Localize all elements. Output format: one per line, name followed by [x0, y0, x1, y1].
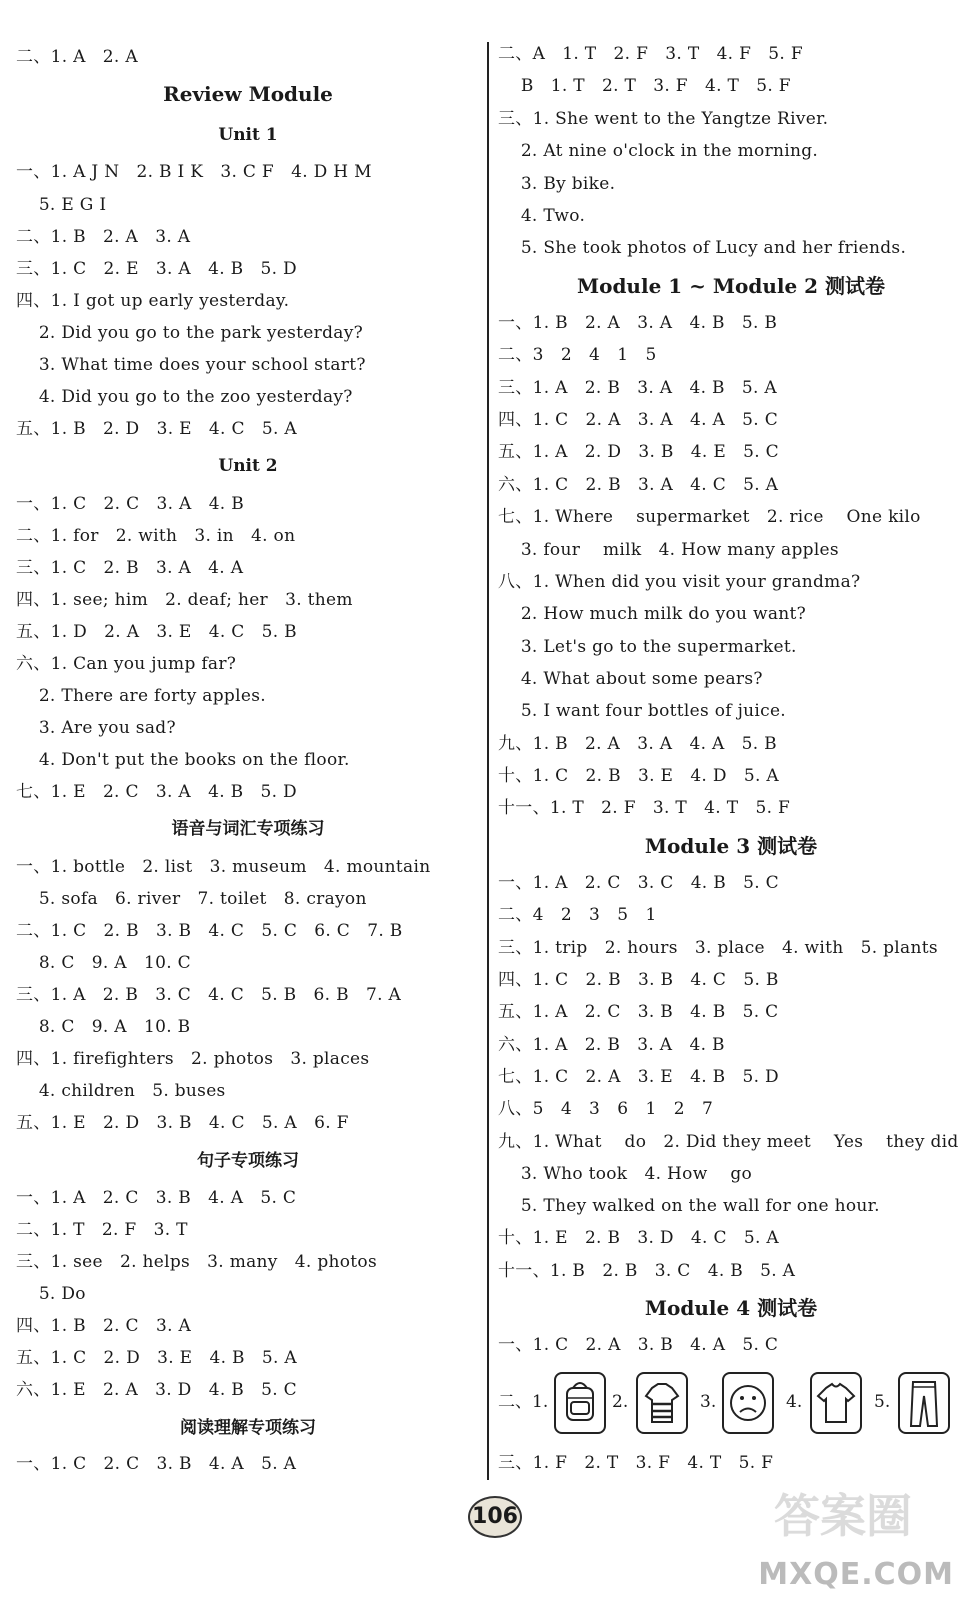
- answer-line: 5. She took photos of Lucy and her friends.: [498, 238, 907, 258]
- answer-line: 3. Let's go to the supermarket.: [498, 637, 797, 657]
- phonics-title: 语音与词汇专项练习: [171, 819, 325, 839]
- answer-line: 二、4 2 3 5 1: [498, 905, 657, 925]
- answer-line: 十一、1. B 2. B 3. C 4. B 5. A: [498, 1261, 796, 1281]
- answer-line: 十、1. E 2. B 3. D 4. C 5. A: [498, 1228, 779, 1248]
- picture-label: 3.: [700, 1392, 717, 1412]
- answer-line: 七、1. Where supermarket 2. rice One kilo: [498, 507, 921, 527]
- answer-line: 一、1. B 2. A 3. A 4. B 5. B: [498, 313, 778, 333]
- answer-line: 一、1. A 2. C 3. C 4. B 5. C: [498, 873, 779, 893]
- unit2-title: Unit 2: [218, 456, 278, 476]
- answer-line: 一、1. C 2. C 3. A 4. B: [16, 494, 245, 514]
- svg-text:答案圈: 答案圈: [774, 1489, 912, 1543]
- module-3-title: Module 3 测试卷: [644, 834, 818, 858]
- answer-line: 三、1. C 2. B 3. A 4. A: [16, 558, 244, 578]
- module-4-title: Module 4 测试卷: [644, 1296, 818, 1320]
- answer-line: 五、1. E 2. D 3. B 4. C 5. A 6. F: [16, 1113, 349, 1133]
- picture-label: 5.: [874, 1392, 891, 1412]
- reading-title: 阅读理解专项练习: [180, 1418, 316, 1438]
- answer-line: 五、1. A 2. C 3. B 4. B 5. C: [498, 1002, 779, 1022]
- answer-line: 5. Do: [16, 1284, 86, 1304]
- answer-line: 九、1. B 2. A 3. A 4. A 5. B: [498, 734, 777, 754]
- answer-line: 4. Did you go to the zoo yesterday?: [16, 387, 353, 407]
- sentence-title: 句子专项练习: [197, 1151, 299, 1171]
- answer-line: 六、1. A 2. B 3. A 4. B: [498, 1035, 725, 1055]
- answer-line: 六、1. C 2. B 3. A 4. C 5. A: [498, 475, 779, 495]
- answer-line: 八、5 4 3 6 1 2 7: [498, 1099, 714, 1119]
- watermark-text: MXQE.COM: [758, 1557, 954, 1592]
- answer-line: 七、1. E 2. C 3. A 4. B 5. D: [16, 782, 297, 802]
- answer-line: 3. Who took 4. How go: [498, 1164, 753, 1184]
- answer-line: 4. children 5. buses: [16, 1081, 226, 1101]
- picture-label: 二、1.: [498, 1392, 549, 1412]
- trousers-icon: [898, 1372, 950, 1434]
- column-divider: [487, 42, 489, 1480]
- backpack-icon: [554, 1372, 606, 1434]
- answer-line: 3. What time does your school start?: [16, 355, 366, 375]
- answer-line: 2. There are forty apples.: [16, 686, 266, 706]
- answer-line: 4. Two.: [498, 206, 586, 226]
- answer-line: 三、1. trip 2. hours 3. place 4. with 5. plants: [498, 938, 938, 958]
- answer-line: 四、1. C 2. A 3. A 4. A 5. C: [498, 410, 779, 430]
- answer-line: 4. What about some pears?: [498, 669, 763, 689]
- answer-line: 二、3 2 4 1 5: [498, 345, 657, 365]
- module-1-2-title: Module 1 ~ Module 2 测试卷: [576, 274, 886, 298]
- answer-line: 三、1. F 2. T 3. F 4. T 5. F: [498, 1453, 774, 1473]
- answer-line: 二、1. A 2. A: [16, 47, 138, 67]
- answer-line: 2. How much milk do you want?: [498, 604, 807, 624]
- answer-line: 二、1. C 2. B 3. B 4. C 5. C 6. C 7. B: [16, 921, 403, 941]
- picture-label: 2.: [612, 1392, 629, 1412]
- answer-line: 一、1. C 2. A 3. B 4. A 5. C: [498, 1335, 779, 1355]
- t-shirt-icon: [810, 1372, 862, 1434]
- answer-line: 四、1. C 2. B 3. B 4. C 5. B: [498, 970, 779, 990]
- answer-line: 一、1. bottle 2. list 3. museum 4. mountain: [16, 857, 431, 877]
- answer-line: 3. four milk 4. How many apples: [498, 540, 839, 560]
- answer-line: 4. Don't put the books on the floor.: [16, 750, 350, 770]
- answer-line: 二、1. for 2. with 3. in 4. on: [16, 526, 296, 546]
- answer-line: 一、1. A J N 2. B I K 3. C F 4. D H M: [16, 162, 372, 182]
- page-number: 106: [468, 1496, 522, 1538]
- answer-line: 5. sofa 6. river 7. toilet 8. crayon: [16, 889, 367, 909]
- answer-line: 四、1. firefighters 2. photos 3. places: [16, 1049, 370, 1069]
- picture-label: 4.: [786, 1392, 803, 1412]
- answer-line: 一、1. A 2. C 3. B 4. A 5. C: [16, 1188, 297, 1208]
- sad-face-icon: [722, 1372, 774, 1434]
- answer-line: 5. E G I: [16, 195, 107, 215]
- answer-line: 三、1. She went to the Yangtze River.: [498, 109, 829, 129]
- answer-line: 四、1. B 2. C 3. A: [16, 1316, 192, 1336]
- striped-shirt-icon: [636, 1372, 688, 1434]
- answer-line: 三、1. C 2. E 3. A 4. B 5. D: [16, 259, 297, 279]
- answer-line: 5. I want four bottles of juice.: [498, 701, 787, 721]
- answer-line: 五、1. B 2. D 3. E 4. C 5. A: [16, 419, 297, 439]
- answer-line: 三、1. see 2. helps 3. many 4. photos: [16, 1252, 377, 1272]
- answer-line: 九、1. What do 2. Did they meet Yes they did: [498, 1132, 959, 1152]
- answer-line: 3. By bike.: [498, 174, 616, 194]
- answer-line: 五、1. D 2. A 3. E 4. C 5. B: [16, 622, 297, 642]
- answer-line: 八、1. When did you visit your grandma?: [498, 572, 861, 592]
- answer-line: B 1. T 2. T 3. F 4. T 5. F: [498, 76, 791, 96]
- answer-line: 十一、1. T 2. F 3. T 4. T 5. F: [498, 798, 791, 818]
- answer-line: 3. Are you sad?: [16, 718, 176, 738]
- answer-line: 三、1. A 2. B 3. A 4. B 5. A: [498, 378, 777, 398]
- answer-line: 8. C 9. A 10. B: [16, 1017, 191, 1037]
- section-title-review: Review Module: [163, 82, 333, 106]
- answer-line: 2. Did you go to the park yesterday?: [16, 323, 364, 343]
- picture-answer-row: [496, 1372, 966, 1434]
- answer-line: 五、1. A 2. D 3. B 4. E 5. C: [498, 442, 779, 462]
- answer-line: 四、1. see; him 2. deaf; her 3. them: [16, 590, 353, 610]
- answer-line: 六、1. E 2. A 3. D 4. B 5. C: [16, 1380, 297, 1400]
- unit1-title: Unit 1: [218, 125, 278, 145]
- answer-line: 5. They walked on the wall for one hour.: [498, 1196, 880, 1216]
- answer-line: 七、1. C 2. A 3. E 4. B 5. D: [498, 1067, 779, 1087]
- answer-line: 8. C 9. A 10. C: [16, 953, 191, 973]
- answer-line: 二、1. B 2. A 3. A: [16, 227, 191, 247]
- watermark-logo-icon: [764, 1472, 954, 1562]
- answer-line: 一、1. C 2. C 3. B 4. A 5. A: [16, 1454, 297, 1474]
- answer-line: 二、1. T 2. F 3. T: [16, 1220, 188, 1240]
- answer-line: 二、A 1. T 2. F 3. T 4. F 5. F: [498, 44, 803, 64]
- answer-line: 2. At nine o'clock in the morning.: [498, 141, 819, 161]
- answer-line: 五、1. C 2. D 3. E 4. B 5. A: [16, 1348, 297, 1368]
- answer-line: 十、1. C 2. B 3. E 4. D 5. A: [498, 766, 779, 786]
- answer-line: 四、1. I got up early yesterday.: [16, 291, 290, 311]
- answer-line: 三、1. A 2. B 3. C 4. C 5. B 6. B 7. A: [16, 985, 402, 1005]
- answer-line: 六、1. Can you jump far?: [16, 654, 237, 674]
